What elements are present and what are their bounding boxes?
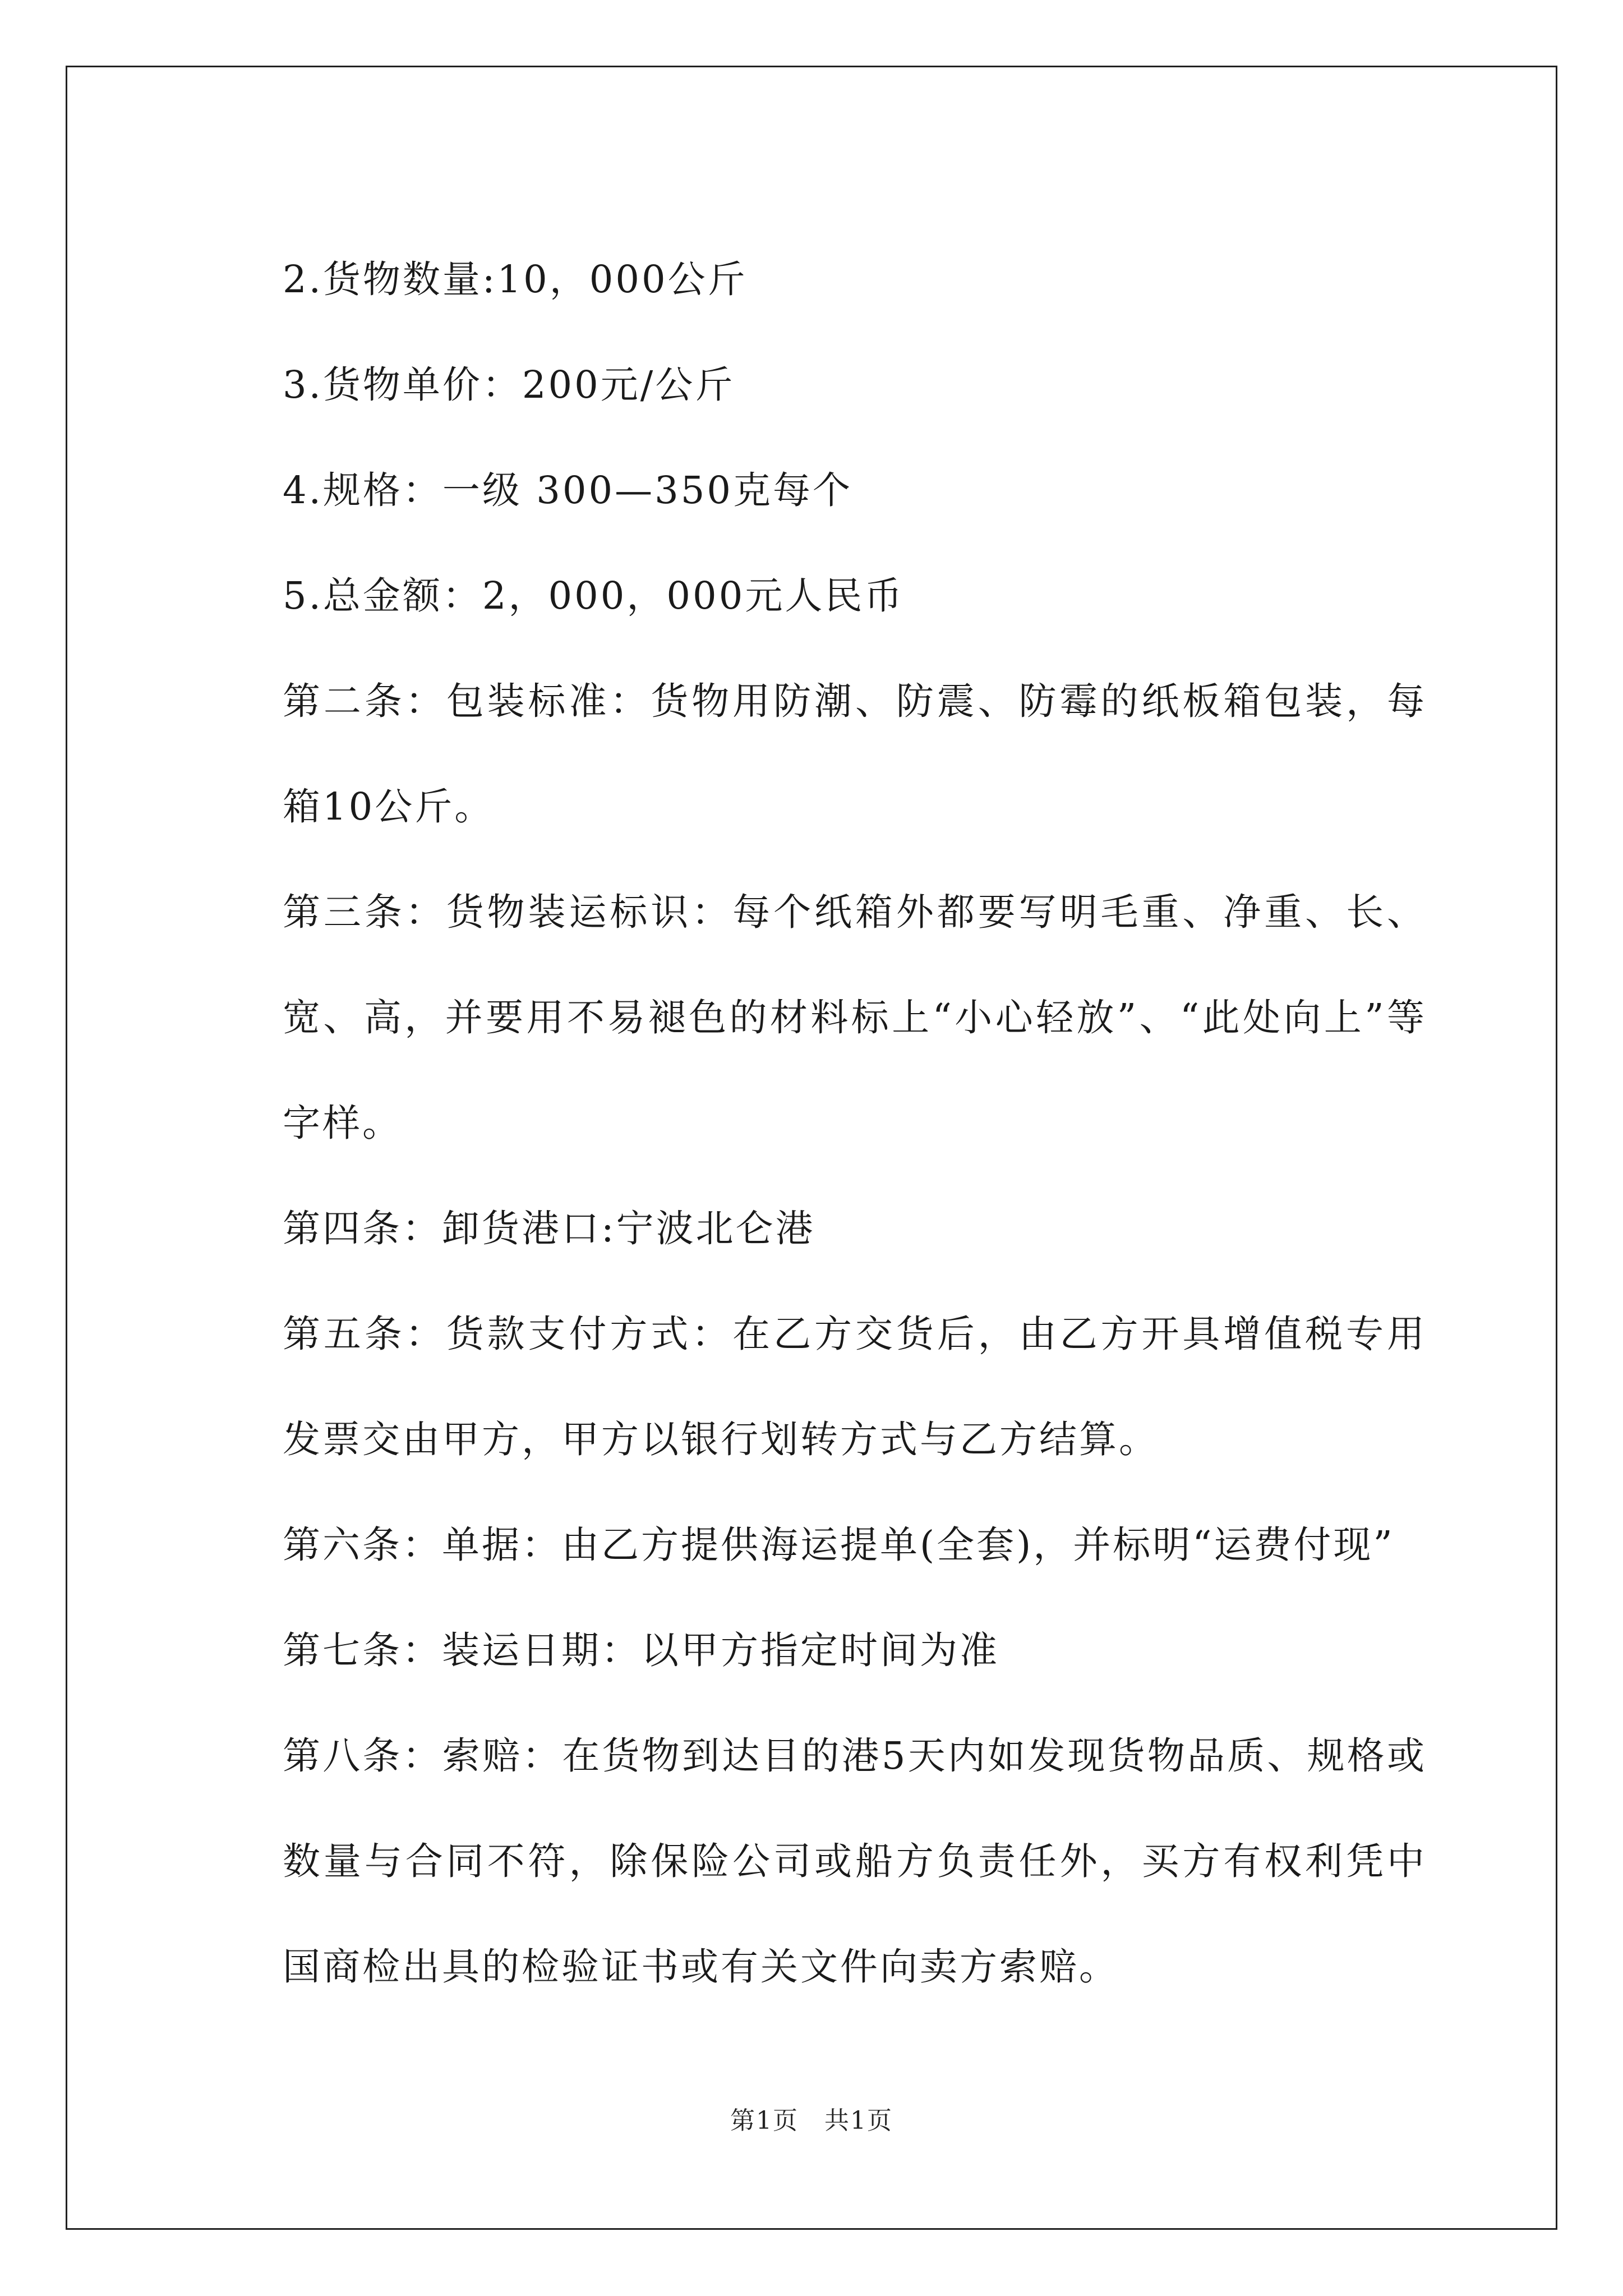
item-unit-price: 3.货物单价：200元/公斤 xyxy=(283,363,735,407)
item-quantity: 2.货物数量:10，000公斤 xyxy=(283,257,748,301)
clause-payment: 第五条：货款支付方式：在乙方交货后，由乙方开具增值税专用发票交由甲方，甲方以银行划转方式与乙方结算。 xyxy=(283,1312,1427,1461)
item-total-amount: 5.总金额：2，000，000元人民币 xyxy=(283,574,905,618)
clause-shipping-marks: 第三条：货物装运标识：每个纸箱外都要写明毛重、净重、长、宽、高，并要用不易褪色的材料标上“小心轻放”、“此处向上”等字样。 xyxy=(283,890,1427,1145)
page-number-footer: 第1页 共1页 xyxy=(730,2106,893,2135)
document-body xyxy=(199,227,1427,2019)
clause-shipment-date: 第七条：装运日期：以甲方指定时间为准 xyxy=(283,1628,999,1672)
clause-documents: 第六条：单据：由乙方提供海运提单(全套)，并标明“运费付现” xyxy=(283,1523,1395,1567)
clause-packaging: 第二条：包装标准：货物用防潮、防震、防霉的纸板箱包装，每箱10公斤。 xyxy=(283,679,1427,829)
clause-discharge-port: 第四条：卸货港口:宁波北仑港 xyxy=(283,1207,815,1250)
clause-claims: 第八条：索赔：在货物到达目的港5天内如发现货物品质、规格或数量与合同不符，除保险公司或船方负责任外，买方有权利凭中国商检出具的检验证书或有关文件向卖方索赔。 xyxy=(283,1734,1427,1989)
item-specification: 4.规格：一级 300—350克每个 xyxy=(283,468,852,512)
